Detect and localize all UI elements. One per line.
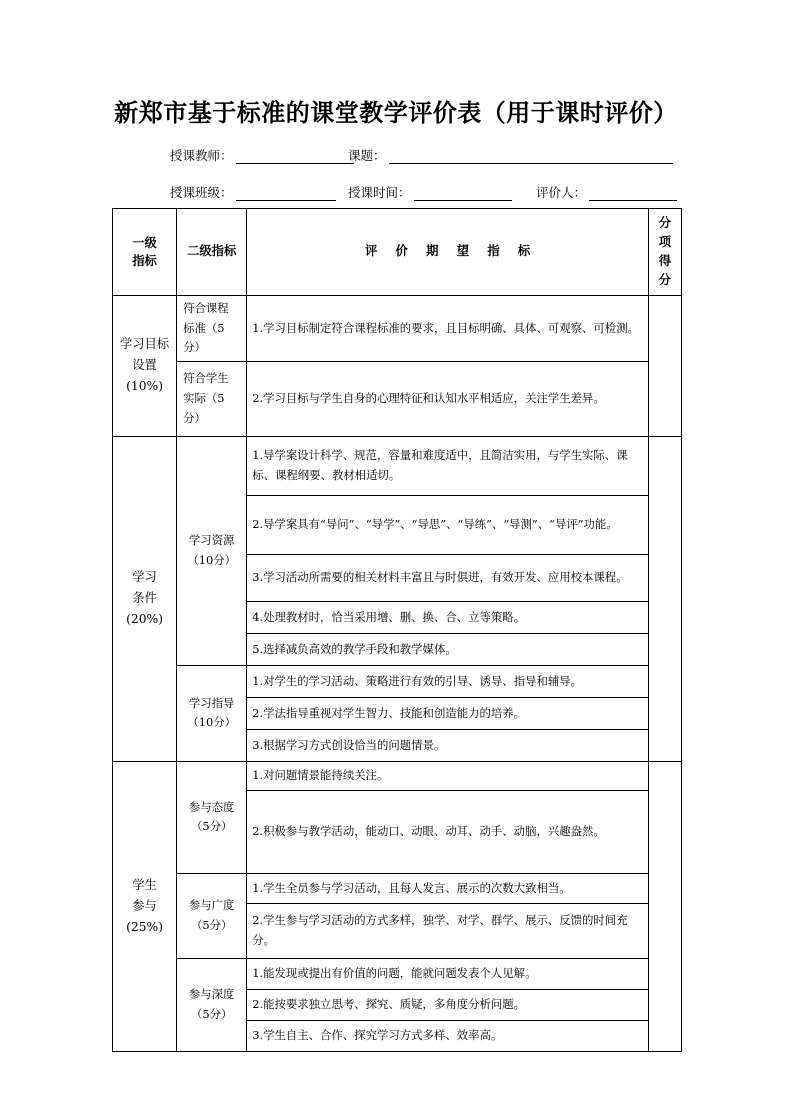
header-level2: 二级指标 bbox=[177, 209, 247, 296]
field-class[interactable] bbox=[170, 185, 336, 201]
section-3-group-3-level2-line-1: 参与深度 bbox=[188, 987, 235, 1002]
header-score-line-4: 分 bbox=[658, 273, 672, 288]
section-1-group-1-level2-line-1: 符合课程 bbox=[183, 301, 229, 315]
field-teacher-input[interactable] bbox=[236, 149, 354, 164]
score-cell[interactable] bbox=[648, 436, 681, 761]
header-score-line-3: 得 bbox=[658, 254, 672, 268]
section-1-group-1-level2 bbox=[177, 296, 247, 362]
section-3-group-2-level2-line-1: 参与广度 bbox=[188, 898, 235, 913]
table-row bbox=[113, 665, 682, 697]
header-level1-line-2: 指标 bbox=[132, 254, 157, 268]
evaluation-table-wrapper bbox=[112, 208, 682, 1052]
section-2-group-1-level2-line-1: 学习资源 bbox=[188, 533, 235, 548]
criteria-item: 1.能发现或提出有价值的问题，能就问题发表个人见解。 bbox=[247, 958, 649, 989]
section-1-level1 bbox=[113, 296, 177, 437]
section-3-level1-line-2: 参与 bbox=[132, 898, 157, 913]
section-3-group-1-level2-line-2: （5分） bbox=[190, 819, 233, 834]
criteria-item: 5.选择减负高效的教学手段和教学媒体。 bbox=[247, 633, 649, 665]
table-row bbox=[113, 296, 682, 362]
field-time-label: 授课时间： bbox=[348, 185, 411, 200]
table-row bbox=[113, 873, 682, 903]
criteria-item: 1.学生全员参与学习活动，且每人发言、展示的次数大致相当。 bbox=[247, 873, 649, 903]
section-3-level1-line-1: 学生 bbox=[132, 877, 157, 892]
section-3-group-1-level2-line-1: 参与态度 bbox=[188, 799, 235, 814]
section-1-group-1-level2-line-2: 标准（5 bbox=[183, 320, 225, 335]
section-2-level1-line-2: 条件 bbox=[132, 591, 157, 606]
field-time[interactable] bbox=[348, 185, 512, 201]
section-1-level1-line-2: 设置 bbox=[132, 358, 157, 373]
section-1-group-2-level2-line-1: 符合学生 bbox=[183, 371, 229, 386]
header-score-line-1: 分 bbox=[658, 215, 672, 230]
field-topic-input[interactable] bbox=[389, 149, 673, 164]
section-3-level1-line-3: (25%) bbox=[126, 919, 164, 934]
header-level1-line-1: 一级 bbox=[132, 235, 157, 250]
section-2-group-1-level2 bbox=[177, 436, 247, 665]
section-1-level1-line-3: (10%) bbox=[126, 379, 164, 394]
field-teacher-label: 授课教师： bbox=[170, 148, 233, 163]
section-2-group-2-level2-line-1: 学习指导 bbox=[188, 695, 235, 710]
header-score bbox=[648, 209, 681, 296]
section-1-group-2-level2-line-2: 实际（5 bbox=[183, 391, 225, 406]
criteria-item: 2.学法指导重视对学生智力、技能和创造能力的培养。 bbox=[247, 697, 649, 729]
table-row bbox=[113, 761, 682, 790]
section-2-level1 bbox=[113, 436, 177, 761]
section-1-group-2-level2 bbox=[177, 361, 247, 436]
section-3-group-2-level2 bbox=[177, 873, 247, 958]
field-class-label: 授课班级： bbox=[170, 185, 233, 200]
section-3-group-3-level2 bbox=[177, 958, 247, 1051]
criteria-item: 1.导学案设计科学、规范，容量和难度适中，且简洁实用，与学生实际、课标、课程纲要、教材相适切。 bbox=[247, 436, 649, 495]
criteria-item: 2.学生参与学习活动的方式多样，独学、对学、群学、展示、反馈的时间充分。 bbox=[247, 903, 649, 958]
header-level1 bbox=[113, 209, 177, 296]
criteria-item: 2.能按要求独立思考、探究、质疑，多角度分析问题。 bbox=[247, 989, 649, 1020]
criteria-item: 1.对问题情景能持续关注。 bbox=[247, 761, 649, 790]
field-topic-label: 课题： bbox=[348, 148, 386, 163]
header-score-line-2: 项 bbox=[658, 234, 672, 249]
section-1-group-2-level2-line-3: 分） bbox=[183, 410, 206, 425]
criteria-item: 2.积极参与教学活动，能动口、动眼、动耳、动手、动脑，兴趣盎然。 bbox=[247, 790, 649, 873]
table-header-row bbox=[113, 209, 682, 296]
field-teacher[interactable] bbox=[170, 148, 354, 164]
section-3-level1 bbox=[113, 761, 177, 1051]
criteria-item: 1.对学生的学习活动、策略进行有效的引导、诱导、指导和辅导。 bbox=[247, 665, 649, 697]
criteria-item: 3.学习活动所需要的相关材料丰富且与时俱进，有效开发、应用校本课程。 bbox=[247, 554, 649, 601]
form-row-class-time-evaluator bbox=[112, 185, 682, 207]
field-evaluator-input[interactable] bbox=[589, 186, 677, 201]
field-evaluator[interactable] bbox=[536, 185, 677, 201]
criteria-item: 3.根据学习方式创设恰当的问题情景。 bbox=[247, 729, 649, 761]
evaluation-table bbox=[112, 208, 682, 1052]
table-row bbox=[113, 361, 682, 436]
header-criteria: 评 价 期 望 指 标 bbox=[247, 209, 649, 296]
table-row bbox=[113, 436, 682, 495]
section-3-group-1-level2 bbox=[177, 761, 247, 873]
field-time-input[interactable] bbox=[414, 186, 512, 201]
section-2-group-2-level2 bbox=[177, 665, 247, 761]
section-2-group-2-level2-line-2: （10分） bbox=[187, 715, 236, 730]
section-2-level1-line-3: (20%) bbox=[126, 612, 164, 627]
criteria-item: 1.学习目标制定符合课程标准的要求，且目标明确、具体、可观察、可检测。 bbox=[247, 296, 649, 362]
table-row bbox=[113, 958, 682, 989]
criteria-item: 3.学生自主、合作、探究学习方式多样、效率高。 bbox=[247, 1020, 649, 1051]
section-2-group-1-level2-line-2: （10分） bbox=[187, 552, 236, 567]
field-topic[interactable] bbox=[348, 148, 673, 164]
field-class-input[interactable] bbox=[236, 186, 336, 201]
page-title: 新郑市基于标准的课堂教学评价表（用于课时评价） bbox=[114, 99, 678, 127]
criteria-item: 2.学习目标与学生自身的心理特征和认知水平相适应，关注学生差异。 bbox=[247, 361, 649, 436]
section-2-level1-line-1: 学习 bbox=[132, 570, 157, 585]
field-evaluator-label: 评价人： bbox=[536, 185, 587, 200]
section-1-group-1-level2-line-3: 分） bbox=[183, 340, 206, 355]
score-cell[interactable] bbox=[648, 761, 681, 1051]
criteria-item: 4.处理教材时，恰当采用增、删、换、合、立等策略。 bbox=[247, 601, 649, 633]
score-cell[interactable] bbox=[648, 296, 681, 437]
section-1-level1-line-1: 学习目标 bbox=[119, 337, 170, 352]
section-3-group-3-level2-line-2: （5分） bbox=[190, 1006, 233, 1021]
criteria-item: 2.导学案具有“导问”、“导学”、“导思”、“导练”、“导测”、“导评”功能。 bbox=[247, 495, 649, 554]
form-row-teacher-topic bbox=[112, 148, 682, 170]
section-3-group-2-level2-line-2: （5分） bbox=[190, 917, 233, 932]
